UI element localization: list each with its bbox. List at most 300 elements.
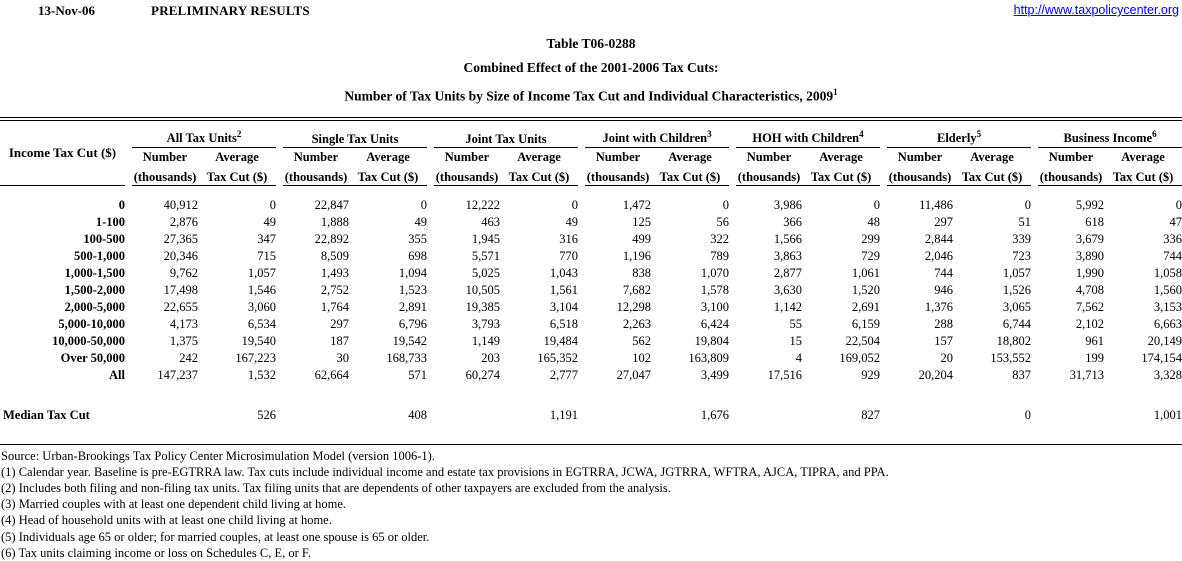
subheader-number: Number bbox=[142, 149, 188, 164]
row-label: 10,000-50,000 bbox=[52, 333, 125, 348]
value-average: 715 bbox=[257, 248, 277, 263]
subheader-taxcut: Tax Cut ($) bbox=[651, 165, 729, 186]
group-header-label: Elderly bbox=[936, 131, 977, 146]
value-number bbox=[132, 406, 198, 423]
column-gap bbox=[125, 196, 132, 213]
group-footnote-marker: 4 bbox=[859, 129, 864, 140]
title-footnote-marker: 1 bbox=[833, 87, 838, 97]
subheader-average: Average bbox=[970, 149, 1014, 164]
footnote-line: (2) Includes both filing and non-filing tax units. Tax filing units that are dependents of other taxpayers are excluded from the analysis. bbox=[1, 480, 671, 495]
value-average: 316 bbox=[559, 231, 579, 246]
column-gap bbox=[427, 121, 434, 186]
value-average: 1,523 bbox=[398, 282, 428, 297]
row-label: 5,000-10,000 bbox=[58, 316, 125, 331]
value-average: 6,534 bbox=[247, 316, 277, 331]
group-footnote-marker: 5 bbox=[976, 129, 982, 140]
subheader-taxcut: Tax Cut ($) bbox=[349, 165, 427, 186]
value-number: 10,505 bbox=[465, 282, 501, 297]
value-number: 3,793 bbox=[471, 316, 501, 331]
value-number: 1,566 bbox=[773, 231, 803, 246]
column-gap bbox=[578, 366, 585, 383]
subheader-number: Number bbox=[897, 149, 943, 164]
value-average: 299 bbox=[861, 231, 881, 246]
value-number: 17,516 bbox=[767, 367, 803, 382]
table-number-title: Table T06-0288 bbox=[546, 36, 636, 51]
value-number: 203 bbox=[481, 350, 501, 365]
subheader-average: Average bbox=[215, 149, 259, 164]
row-label: 1,000-1,500 bbox=[64, 265, 125, 280]
value-number: 463 bbox=[481, 214, 501, 229]
value-number: 2,876 bbox=[169, 214, 198, 229]
data-table bbox=[0, 121, 1182, 423]
date-label: 13-Nov-06 bbox=[38, 3, 96, 18]
value-average: 1,546 bbox=[247, 282, 277, 297]
value-number: 22,892 bbox=[314, 231, 350, 246]
column-gap bbox=[125, 366, 132, 383]
row-label: 1,500-2,000 bbox=[64, 282, 125, 297]
value-number: 499 bbox=[632, 231, 652, 246]
value-number: 125 bbox=[632, 214, 652, 229]
column-gap bbox=[1031, 315, 1038, 332]
value-average: 1,676 bbox=[700, 407, 730, 422]
subheader-average: Average bbox=[1121, 149, 1165, 164]
column-gap bbox=[729, 366, 736, 383]
value-average: 6,159 bbox=[851, 316, 881, 331]
value-average: 789 bbox=[710, 248, 730, 263]
value-number: 7,682 bbox=[622, 282, 652, 297]
value-average: 19,484 bbox=[543, 333, 579, 348]
column-gap bbox=[427, 315, 434, 332]
value-average: 48 bbox=[867, 214, 881, 229]
group-footnote-marker: 2 bbox=[236, 129, 242, 140]
column-gap bbox=[880, 406, 887, 423]
group-header-label: HOH with Children bbox=[752, 131, 860, 146]
value-average: 1,532 bbox=[247, 367, 277, 382]
subheader-thousands: (thousands) bbox=[1038, 165, 1104, 186]
column-gap bbox=[578, 264, 585, 281]
value-average: 0 bbox=[722, 197, 730, 212]
value-average: 1,561 bbox=[549, 282, 579, 297]
column-gap bbox=[125, 315, 132, 332]
column-gap bbox=[125, 230, 132, 247]
subheader-average: Average bbox=[819, 149, 863, 164]
subheader-thousands: (thousands) bbox=[283, 165, 349, 186]
value-number: 297 bbox=[934, 214, 954, 229]
value-average: 729 bbox=[861, 248, 881, 263]
value-number: 27,365 bbox=[163, 231, 198, 246]
value-average: 0 bbox=[1024, 407, 1032, 422]
column-gap bbox=[880, 213, 887, 230]
value-average: 336 bbox=[1163, 231, 1182, 246]
footnotes-block bbox=[0, 445, 1182, 561]
value-average: 1,058 bbox=[1153, 265, 1182, 280]
value-number: 15 bbox=[789, 333, 803, 348]
value-average: 355 bbox=[408, 231, 428, 246]
value-number: 1,945 bbox=[471, 231, 501, 246]
column-gap bbox=[427, 264, 434, 281]
column-gap bbox=[729, 298, 736, 315]
table-row bbox=[0, 315, 1182, 332]
group-header-elderly bbox=[887, 121, 1031, 148]
value-average: 339 bbox=[1012, 231, 1032, 246]
value-number: 147,237 bbox=[157, 367, 198, 382]
value-number: 17,498 bbox=[163, 282, 198, 297]
column-gap bbox=[880, 196, 887, 213]
table-row bbox=[0, 230, 1182, 247]
column-gap bbox=[578, 213, 585, 230]
column-gap bbox=[276, 121, 283, 186]
value-average: 19,804 bbox=[694, 333, 730, 348]
subheader-number: Number bbox=[746, 149, 792, 164]
subheader-taxcut: Tax Cut ($) bbox=[198, 165, 276, 186]
group-header-business-income bbox=[1038, 121, 1182, 148]
column-gap bbox=[427, 406, 434, 423]
value-number: 366 bbox=[783, 214, 803, 229]
footnote-line: (5) Individuals age 65 or older; for married couples, at least one spouse is 65 or older. bbox=[1, 529, 430, 544]
table-row bbox=[0, 264, 1182, 281]
value-average: 49 bbox=[414, 214, 428, 229]
column-gap bbox=[880, 230, 887, 247]
value-average: 408 bbox=[408, 407, 428, 422]
table-main-title: Combined Effect of the 2001-2006 Tax Cuts: bbox=[463, 60, 719, 75]
footnote-line: (1) Calendar year. Baseline is pre-EGTRRA law. Tax cuts include individual income and estate tax provisions in EGTRRA, JCWA, JGTRRA, WFTRA, AJCA, TIPRA, and PPA. bbox=[1, 464, 889, 479]
column-gap bbox=[125, 349, 132, 366]
column-gap bbox=[125, 298, 132, 315]
value-average: 47 bbox=[1169, 214, 1182, 229]
table-row bbox=[0, 298, 1182, 315]
column-gap bbox=[1031, 349, 1038, 366]
column-gap bbox=[276, 281, 283, 298]
column-gap bbox=[427, 298, 434, 315]
value-number: 62,664 bbox=[314, 367, 350, 382]
value-average: 6,424 bbox=[700, 316, 730, 331]
value-number: 40,912 bbox=[163, 197, 198, 212]
value-average: 0 bbox=[420, 197, 428, 212]
value-number: 744 bbox=[934, 265, 954, 280]
column-gap bbox=[125, 121, 132, 186]
taxpolicycenter-link[interactable]: http://www.taxpolicycenter.org bbox=[1013, 3, 1179, 17]
value-average: 169,052 bbox=[839, 350, 881, 365]
value-average: 837 bbox=[1012, 367, 1032, 382]
value-average: 770 bbox=[559, 248, 579, 263]
value-average: 163,809 bbox=[688, 350, 730, 365]
value-average: 322 bbox=[710, 231, 730, 246]
row-label: All bbox=[109, 367, 125, 382]
column-gap bbox=[729, 196, 736, 213]
table-row bbox=[0, 247, 1182, 264]
value-number: 2,752 bbox=[320, 282, 350, 297]
value-number: 1,376 bbox=[924, 299, 954, 314]
value-number: 1,764 bbox=[320, 299, 350, 314]
value-number: 22,655 bbox=[163, 299, 198, 314]
median-row-label: Median Tax Cut bbox=[3, 407, 90, 422]
subheader-number: Number bbox=[293, 149, 339, 164]
value-number: 1,142 bbox=[773, 299, 803, 314]
value-average: 3,100 bbox=[700, 299, 730, 314]
column-gap bbox=[578, 281, 585, 298]
value-average: 0 bbox=[1175, 197, 1182, 212]
median-tax-cut-row bbox=[0, 406, 1182, 423]
column-gap bbox=[578, 247, 585, 264]
value-number: 1,149 bbox=[471, 333, 501, 348]
value-average: 18,802 bbox=[996, 333, 1032, 348]
column-gap bbox=[1031, 406, 1038, 423]
value-average: 2,891 bbox=[398, 299, 428, 314]
value-average: 2,777 bbox=[549, 367, 579, 382]
column-gap bbox=[1031, 281, 1038, 298]
value-number: 20,346 bbox=[163, 248, 198, 263]
value-number bbox=[736, 406, 802, 423]
value-number: 8,509 bbox=[320, 248, 350, 263]
value-average: 49 bbox=[565, 214, 579, 229]
column-gap bbox=[880, 366, 887, 383]
column-gap bbox=[427, 332, 434, 349]
row-label: 100-500 bbox=[83, 231, 125, 246]
column-gap bbox=[125, 406, 132, 423]
value-number: 2,877 bbox=[773, 265, 803, 280]
value-number: 9,762 bbox=[169, 265, 198, 280]
column-gap bbox=[1031, 332, 1038, 349]
value-number: 288 bbox=[934, 316, 954, 331]
value-number bbox=[1038, 406, 1104, 423]
value-average: 3,153 bbox=[1153, 299, 1182, 314]
subheader-thousands: (thousands) bbox=[585, 165, 651, 186]
column-gap bbox=[1031, 196, 1038, 213]
blank-spacer-row bbox=[0, 383, 1182, 406]
table-row bbox=[0, 196, 1182, 213]
column-gap bbox=[1031, 366, 1038, 383]
row-label: 0 bbox=[118, 197, 125, 212]
column-gap bbox=[880, 315, 887, 332]
group-header-label: Joint with Children bbox=[602, 131, 708, 146]
value-number: 4,708 bbox=[1075, 282, 1105, 297]
subheader-number: Number bbox=[595, 149, 641, 164]
preliminary-results-label: PRELIMINARY RESULTS bbox=[151, 3, 310, 18]
column-gap bbox=[427, 366, 434, 383]
table-row bbox=[0, 349, 1182, 366]
column-gap bbox=[427, 281, 434, 298]
value-average: 19,542 bbox=[392, 333, 428, 348]
column-gap bbox=[427, 247, 434, 264]
subheader-taxcut: Tax Cut ($) bbox=[953, 165, 1031, 186]
column-gap bbox=[1031, 121, 1038, 186]
subheader-taxcut: Tax Cut ($) bbox=[1104, 165, 1182, 186]
value-average: 0 bbox=[571, 197, 579, 212]
column-gap bbox=[1031, 264, 1038, 281]
row-label: Over 50,000 bbox=[60, 350, 125, 365]
spacer-cell bbox=[0, 383, 1182, 406]
table-row bbox=[0, 213, 1182, 230]
footnote-list bbox=[1, 464, 1182, 561]
value-number: 3,986 bbox=[773, 197, 803, 212]
group-header-joint-with-children bbox=[585, 121, 729, 148]
column-gap bbox=[578, 406, 585, 423]
column-gap bbox=[125, 247, 132, 264]
value-number: 3,863 bbox=[773, 248, 803, 263]
table-row bbox=[0, 332, 1182, 349]
column-gap bbox=[880, 349, 887, 366]
value-average: 1,043 bbox=[549, 265, 579, 280]
value-average: 526 bbox=[257, 407, 277, 422]
value-average: 6,518 bbox=[549, 316, 579, 331]
header-padding-row bbox=[0, 185, 1182, 196]
value-number: 31,713 bbox=[1069, 367, 1105, 382]
group-header-label: Joint Tax Units bbox=[465, 131, 547, 146]
value-number: 4,173 bbox=[169, 316, 198, 331]
value-average: 571 bbox=[408, 367, 428, 382]
column-gap bbox=[276, 366, 283, 383]
footnote-line: (4) Head of household units with at least one child living at home. bbox=[1, 513, 332, 528]
value-number: 2,046 bbox=[924, 248, 954, 263]
value-average: 1,057 bbox=[247, 265, 277, 280]
subheader-thousands: (thousands) bbox=[434, 165, 500, 186]
value-number: 12,222 bbox=[465, 197, 501, 212]
value-average: 3,060 bbox=[247, 299, 277, 314]
value-number bbox=[283, 406, 349, 423]
value-number: 2,102 bbox=[1075, 316, 1105, 331]
value-average: 827 bbox=[861, 407, 881, 422]
column-gap bbox=[578, 332, 585, 349]
row-label: 1-100 bbox=[95, 214, 125, 229]
column-gap bbox=[880, 247, 887, 264]
value-average: 3,065 bbox=[1002, 299, 1032, 314]
value-average: 3,328 bbox=[1153, 367, 1182, 382]
value-number: 946 bbox=[934, 282, 954, 297]
value-average: 153,552 bbox=[990, 350, 1032, 365]
column-gap bbox=[276, 230, 283, 247]
value-number: 7,562 bbox=[1075, 299, 1105, 314]
column-gap bbox=[276, 213, 283, 230]
value-number: 242 bbox=[179, 350, 198, 365]
value-average: 56 bbox=[716, 214, 730, 229]
footnote-line: (6) Tax units claiming income or loss on Schedules C, E, or F. bbox=[1, 545, 312, 560]
value-number: 55 bbox=[789, 316, 803, 331]
value-average: 347 bbox=[257, 231, 277, 246]
value-number: 838 bbox=[632, 265, 652, 280]
value-number bbox=[434, 406, 500, 423]
value-number: 4 bbox=[795, 350, 803, 365]
group-header-single-tax-units bbox=[283, 121, 427, 148]
value-average: 6,796 bbox=[398, 316, 428, 331]
value-number: 1,196 bbox=[622, 248, 652, 263]
header-group-row bbox=[0, 121, 1182, 148]
column-gap bbox=[276, 298, 283, 315]
value-number: 19,385 bbox=[465, 299, 501, 314]
column-gap bbox=[729, 247, 736, 264]
column-gap bbox=[729, 349, 736, 366]
group-header-hoh-with-children bbox=[736, 121, 880, 148]
column-gap bbox=[729, 315, 736, 332]
source-note: Source: Urban-Brookings Tax Policy Center Microsimulation Model (version 1006-1). bbox=[1, 448, 435, 463]
column-gap bbox=[729, 281, 736, 298]
group-header-label: Business Income bbox=[1063, 131, 1153, 146]
subheader-thousands: (thousands) bbox=[736, 165, 802, 186]
value-number: 5,992 bbox=[1075, 197, 1105, 212]
value-number: 60,274 bbox=[465, 367, 501, 382]
subheader-number: Number bbox=[1048, 149, 1094, 164]
group-footnote-marker: 3 bbox=[707, 129, 712, 140]
value-average: 3,499 bbox=[700, 367, 730, 382]
value-number: 562 bbox=[632, 333, 652, 348]
subheader-number: Number bbox=[444, 149, 490, 164]
value-average: 174,154 bbox=[1141, 350, 1182, 365]
column-gap bbox=[729, 230, 736, 247]
column-gap bbox=[578, 230, 585, 247]
value-average: 1,526 bbox=[1002, 282, 1032, 297]
column-gap bbox=[1031, 213, 1038, 230]
value-number: 199 bbox=[1085, 350, 1105, 365]
table-subtitle: Number of Tax Units by Size of Income Tax Cut and Individual Characteristics, 2009$^1$ bbox=[344, 87, 838, 104]
column-gap bbox=[125, 332, 132, 349]
column-gap bbox=[427, 213, 434, 230]
value-number: 157 bbox=[934, 333, 954, 348]
value-number: 2,263 bbox=[622, 316, 652, 331]
value-number: 187 bbox=[330, 333, 350, 348]
column-gap bbox=[729, 406, 736, 423]
column-gap bbox=[729, 332, 736, 349]
value-average: 6,744 bbox=[1002, 316, 1032, 331]
value-number: 11,486 bbox=[919, 197, 954, 212]
column-gap bbox=[880, 281, 887, 298]
column-gap bbox=[276, 332, 283, 349]
column-gap bbox=[427, 349, 434, 366]
value-average: 167,223 bbox=[235, 350, 277, 365]
column-gap bbox=[276, 406, 283, 423]
table-row bbox=[0, 366, 1182, 383]
group-header-label: All Tax Units bbox=[166, 131, 237, 146]
value-number: 1,888 bbox=[320, 214, 350, 229]
value-number: 5,025 bbox=[471, 265, 501, 280]
value-average: 22,504 bbox=[845, 333, 881, 348]
subheader-taxcut: Tax Cut ($) bbox=[500, 165, 578, 186]
value-average: 20,149 bbox=[1147, 333, 1182, 348]
column-gap bbox=[729, 213, 736, 230]
value-number: 20 bbox=[940, 350, 954, 365]
subheader-average: Average bbox=[366, 149, 410, 164]
value-number: 102 bbox=[632, 350, 652, 365]
value-average: 19,540 bbox=[241, 333, 277, 348]
subheader-thousands: (thousands) bbox=[132, 165, 198, 186]
value-number: 3,630 bbox=[773, 282, 803, 297]
column-gap bbox=[578, 121, 585, 186]
column-gap bbox=[729, 264, 736, 281]
value-average: 1,057 bbox=[1002, 265, 1032, 280]
group-header-all-tax-units bbox=[132, 121, 276, 148]
value-average: 744 bbox=[1163, 248, 1182, 263]
header-subrow-1 bbox=[0, 147, 1182, 165]
column-gap bbox=[276, 196, 283, 213]
value-number: 1,472 bbox=[622, 197, 652, 212]
column-gap bbox=[125, 264, 132, 281]
value-average: 1,061 bbox=[851, 265, 881, 280]
value-number: 12,298 bbox=[616, 299, 652, 314]
value-number: 22,847 bbox=[314, 197, 350, 212]
value-number: 1,990 bbox=[1075, 265, 1105, 280]
group-header-joint-tax-units bbox=[434, 121, 578, 148]
row-label: 500-1,000 bbox=[73, 248, 125, 263]
value-average: 929 bbox=[861, 367, 881, 382]
value-average: 1,001 bbox=[1153, 407, 1182, 422]
header-subrow-2 bbox=[0, 165, 1182, 186]
column-gap bbox=[125, 281, 132, 298]
value-average: 1,094 bbox=[398, 265, 428, 280]
value-average: 0 bbox=[269, 197, 277, 212]
value-average: 0 bbox=[873, 197, 881, 212]
group-footnote-marker: 6 bbox=[1152, 129, 1157, 140]
column-gap bbox=[427, 230, 434, 247]
column-gap bbox=[1031, 298, 1038, 315]
value-number: 618 bbox=[1085, 214, 1105, 229]
